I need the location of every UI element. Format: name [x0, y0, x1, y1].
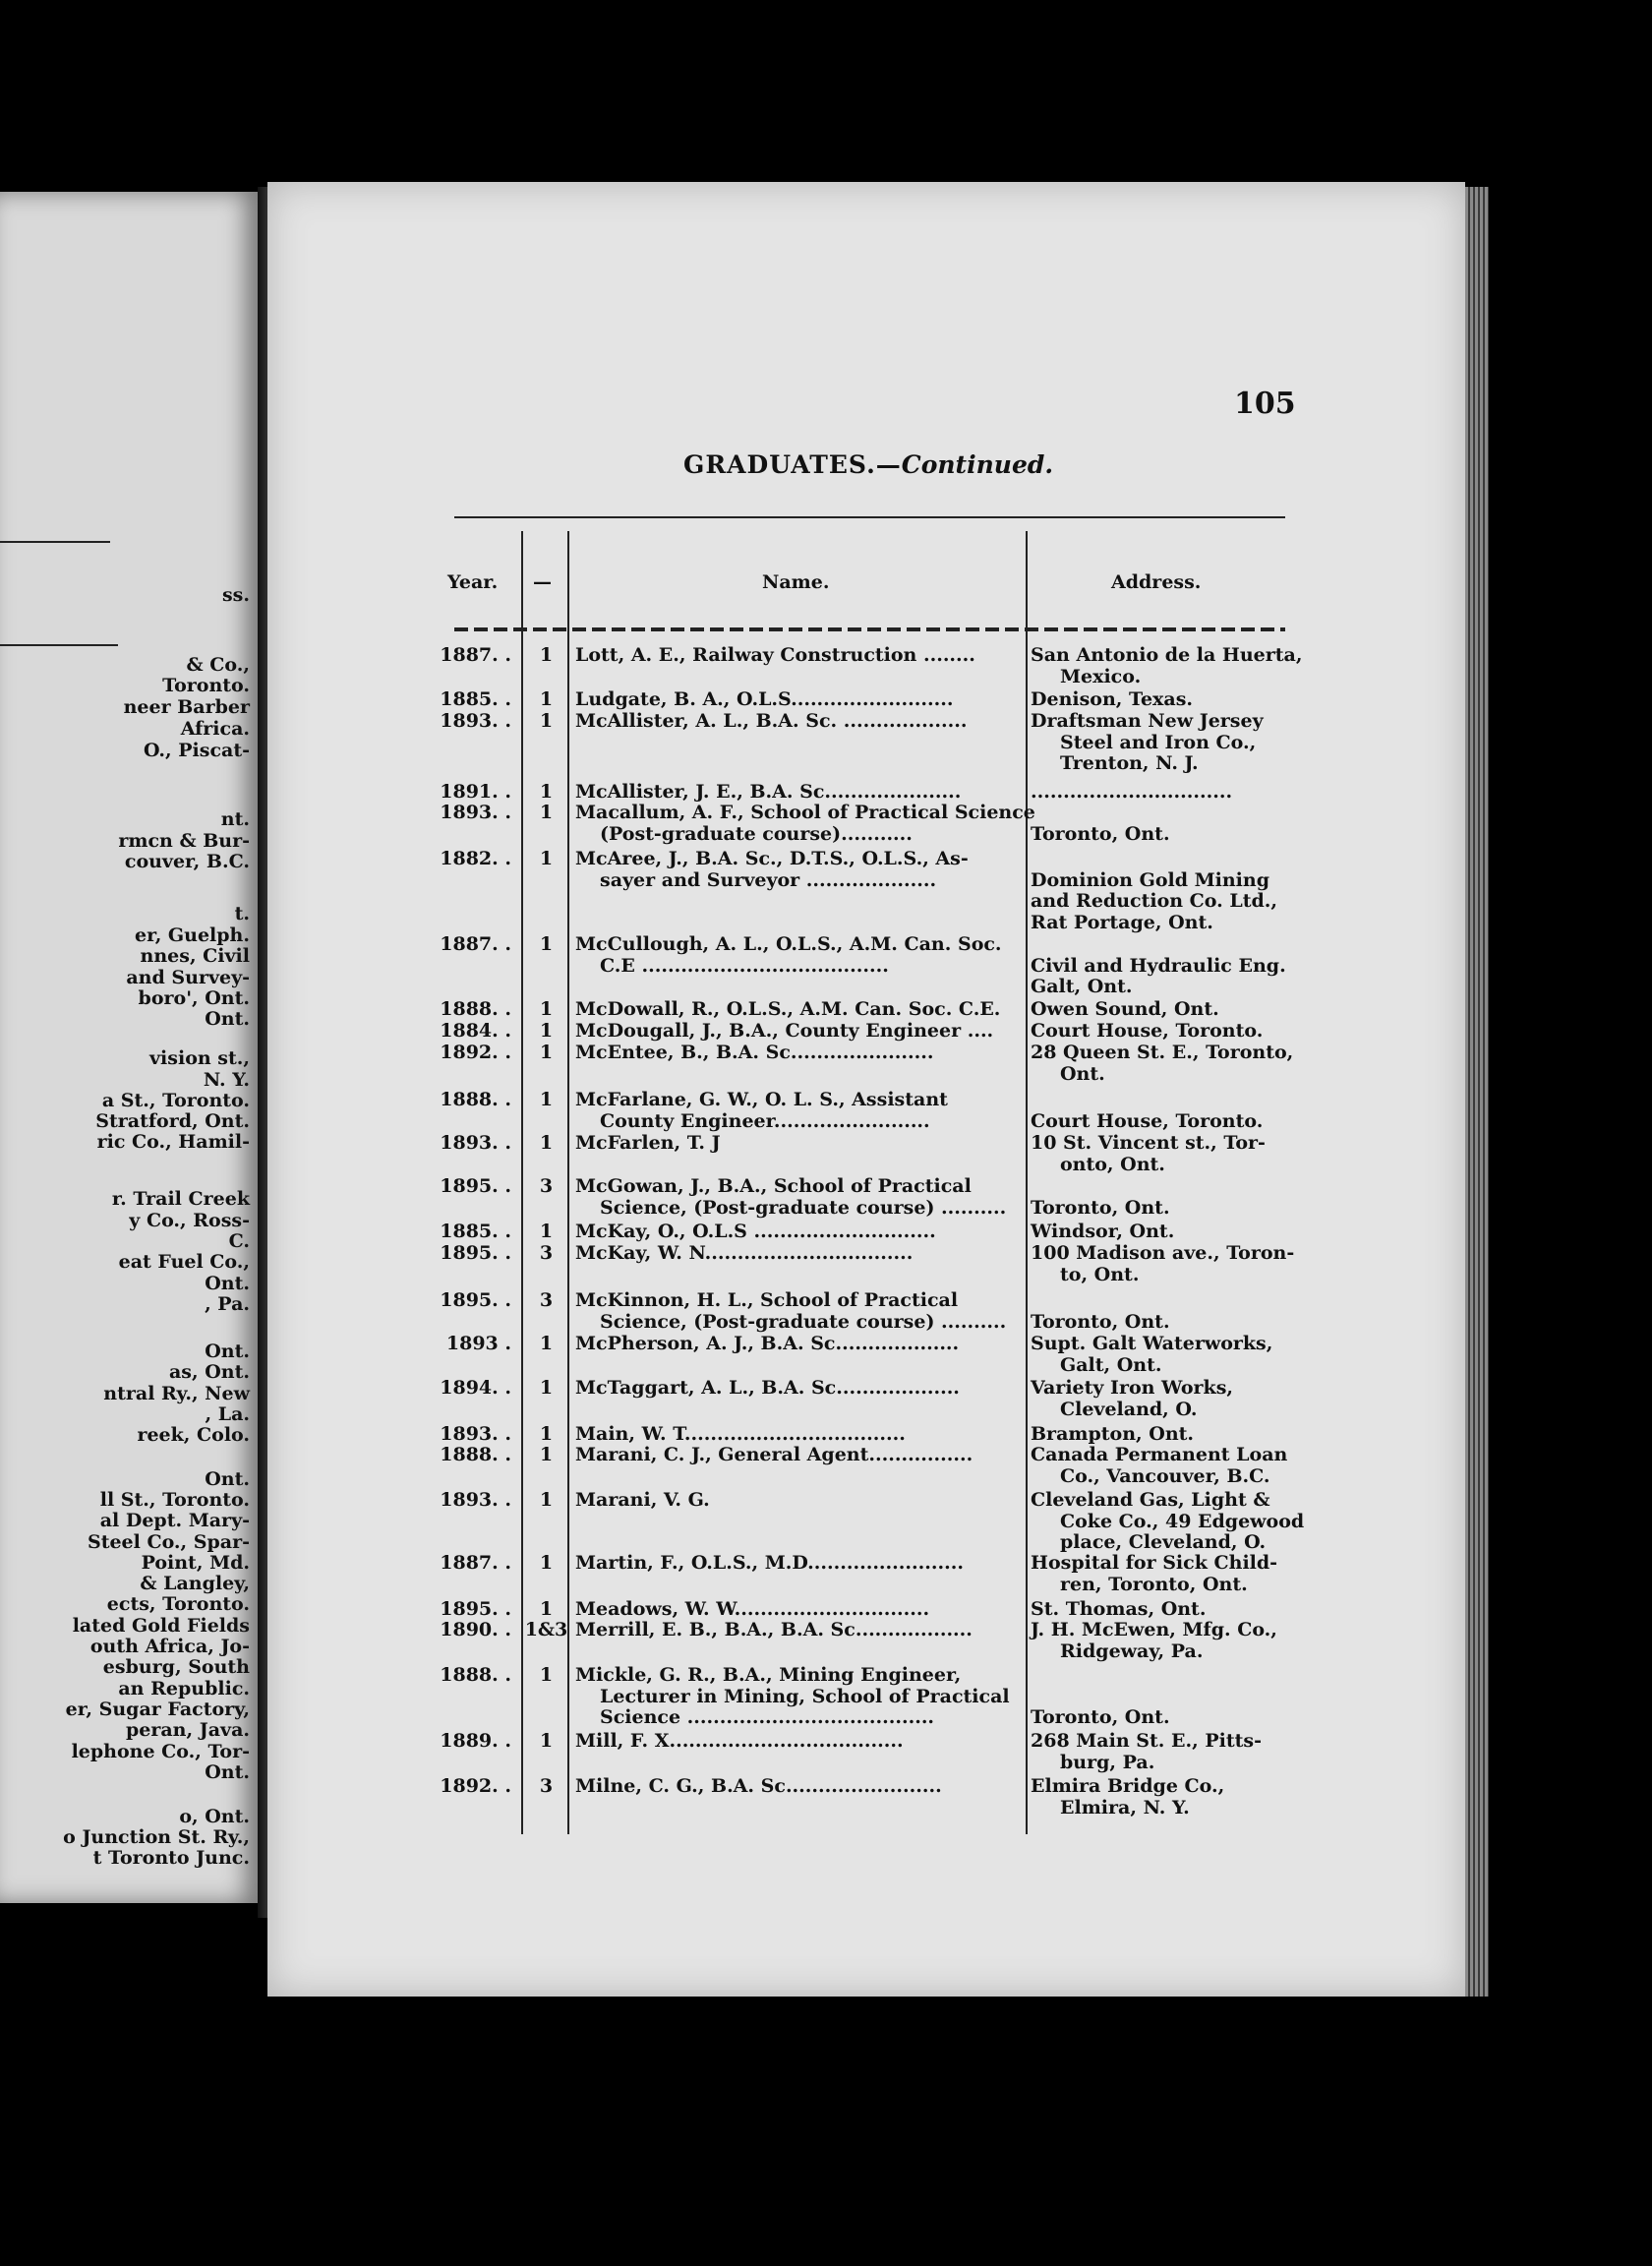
- row-name: Main, W. T..................................: [575, 1423, 906, 1445]
- left-page-line: , La.: [205, 1403, 250, 1425]
- left-page-line: er, Guelph.: [134, 924, 250, 946]
- left-page-line: ntral Ry., New: [103, 1383, 250, 1404]
- column-header-name: Name.: [762, 571, 830, 593]
- left-page-line: Steel Co., Spar-: [87, 1531, 250, 1553]
- row-year: 1887. .: [440, 933, 511, 955]
- row-name: McDowall, R., O.L.S., A.M. Can. Soc. C.E.: [575, 998, 1001, 1020]
- left-page-line: y Co., Ross-: [129, 1210, 250, 1231]
- row-address: Galt, Ont.: [1031, 976, 1133, 997]
- row-number: 1: [539, 644, 554, 666]
- row-address: Court House, Toronto.: [1031, 1020, 1264, 1042]
- left-page-line: outh Africa, Jo-: [89, 1636, 250, 1657]
- row-year: 1887. .: [440, 644, 511, 666]
- row-year: 1895. .: [440, 1598, 511, 1620]
- left-page-line: nt.: [220, 808, 250, 830]
- left-page-line: an Republic.: [118, 1678, 250, 1700]
- row-year: 1893 .: [445, 1333, 511, 1354]
- row-number: 1: [539, 1089, 554, 1110]
- row-year: 1893. .: [440, 1489, 511, 1511]
- row-address: Cleveland, O.: [1060, 1398, 1198, 1420]
- row-name: Marani, C. J., General Agent................: [575, 1444, 974, 1465]
- row-name: Science, (Post-graduate course) ..........: [600, 1196, 1007, 1219]
- row-name: Mickle, G. R., B.A., Mining Engineer,: [575, 1664, 962, 1686]
- row-number: 1: [539, 710, 554, 732]
- row-year: 1893. .: [440, 1132, 511, 1154]
- left-page-line: O., Piscat-: [143, 740, 250, 761]
- row-address: 10 St. Vincent st., Tor-: [1031, 1132, 1266, 1154]
- row-address: Co., Vancouver, B.C.: [1060, 1464, 1270, 1487]
- left-page-line: Ont.: [205, 1273, 250, 1294]
- row-number: 3: [539, 1775, 554, 1797]
- row-address: ren, Toronto, Ont.: [1060, 1573, 1248, 1595]
- row-year: 1888. .: [440, 1089, 511, 1110]
- row-name: McKay, W. N................................: [575, 1242, 914, 1264]
- row-address: Brampton, Ont.: [1031, 1423, 1195, 1445]
- row-number: 1: [539, 1664, 554, 1686]
- row-year: 1895. .: [440, 1289, 511, 1311]
- column-header-dash: —: [533, 571, 552, 593]
- row-address: Rat Portage, Ont.: [1031, 911, 1213, 933]
- row-year: 1895. .: [440, 1242, 511, 1264]
- row-address: Elmira, N. Y.: [1060, 1796, 1190, 1819]
- heading-continued: Continued.: [901, 450, 1054, 479]
- row-address: Cleveland Gas, Light &: [1031, 1489, 1270, 1511]
- row-number: 1: [539, 781, 554, 803]
- row-year: 1890. .: [440, 1619, 511, 1640]
- left-page-line: Ont.: [205, 1341, 250, 1362]
- row-year: 1885. .: [440, 688, 511, 710]
- row-number: 1: [539, 1552, 554, 1574]
- row-year: 1891. .: [440, 781, 511, 803]
- row-name: McPherson, A. J., B.A. Sc...................: [575, 1333, 960, 1354]
- row-name: Merrill, E. B., B.A., B.A. Sc..................: [575, 1619, 973, 1640]
- left-page-line: Point, Md.: [141, 1552, 250, 1574]
- left-page-line: o Junction St. Ry.,: [63, 1826, 250, 1848]
- row-name: Lott, A. E., Railway Construction ........: [575, 644, 975, 666]
- left-page-line: Africa.: [180, 718, 250, 740]
- left-page-line: r. Trail Creek: [111, 1188, 250, 1210]
- row-address: Coke Co., 49 Edgewood: [1060, 1510, 1305, 1532]
- header-underline: [454, 627, 1285, 631]
- column-divider-year: [521, 531, 523, 1834]
- row-number: 1: [539, 1042, 554, 1063]
- left-page-line: rmcn & Bur-: [118, 830, 250, 852]
- row-address: Denison, Texas.: [1031, 688, 1194, 710]
- row-address: Toronto, Ont.: [1031, 822, 1170, 845]
- row-address: J. H. McEwen, Mfg. Co.,: [1031, 1619, 1277, 1640]
- row-name: McCullough, A. L., O.L.S., A.M. Can. Soc.: [575, 933, 1002, 955]
- row-name: McGowan, J., B.A., School of Practical: [575, 1175, 972, 1197]
- row-address: Windsor, Ont.: [1031, 1221, 1175, 1242]
- row-name: McAllister, A. L., B.A. Sc. ...................: [575, 710, 968, 732]
- row-number: 3: [539, 1289, 554, 1311]
- row-number: 1: [539, 1444, 554, 1465]
- row-number: 1: [539, 1489, 554, 1511]
- row-number: 3: [539, 1175, 554, 1197]
- row-address: St. Thomas, Ont.: [1031, 1598, 1207, 1620]
- left-page-line: al Dept. Mary-: [99, 1510, 250, 1531]
- left-page-line: as, Ont.: [169, 1361, 250, 1383]
- row-name: McDougall, J., B.A., County Engineer ....: [575, 1020, 994, 1042]
- row-year: 1889. .: [440, 1730, 511, 1752]
- left-page-line: t.: [234, 903, 250, 924]
- row-address: Toronto, Ont.: [1031, 1310, 1170, 1333]
- row-year: 1893. .: [440, 710, 511, 732]
- left-top-rule: [0, 541, 110, 543]
- column-header-year: Year.: [447, 571, 499, 593]
- row-address: Civil and Hydraulic Eng.: [1031, 954, 1286, 977]
- row-name: Milne, C. G., B.A. Sc........................: [575, 1775, 942, 1797]
- row-address: onto, Ont.: [1060, 1153, 1165, 1175]
- left-page-line: ects, Toronto.: [106, 1593, 250, 1615]
- row-year: 1888. .: [440, 998, 511, 1020]
- row-name: McFarlen, T. J: [575, 1132, 721, 1154]
- left-page-line: t Toronto Junc.: [92, 1847, 250, 1869]
- left-page-line: ll St., Toronto.: [99, 1489, 250, 1511]
- row-address: Galt, Ont.: [1060, 1353, 1162, 1376]
- row-name: Martin, F., O.L.S., M.D........................: [575, 1552, 964, 1574]
- row-year: 1882. .: [440, 848, 511, 869]
- row-year: 1892. .: [440, 1775, 511, 1797]
- row-address: Toronto, Ont.: [1031, 1706, 1170, 1728]
- left-page-line: er, Sugar Factory,: [65, 1699, 250, 1720]
- row-name: McKay, O., O.L.S ............................: [575, 1221, 936, 1242]
- row-name: McAllister, J. E., B.A. Sc.....................: [575, 781, 962, 803]
- row-address: Trenton, N. J.: [1060, 752, 1199, 774]
- row-name: Science, (Post-graduate course) ..........: [600, 1310, 1007, 1333]
- row-number: 1: [539, 1020, 554, 1042]
- left-page-line: & Co.,: [186, 654, 250, 676]
- left-page-line: N. Y.: [203, 1069, 250, 1091]
- row-name: Macallum, A. F., School of Practical Science: [575, 802, 1035, 823]
- left-page-line: neer Barber: [123, 696, 250, 718]
- row-number: 1: [539, 848, 554, 869]
- row-address: place, Cleveland, O.: [1060, 1531, 1267, 1553]
- left-facing-page: [0, 192, 258, 1903]
- row-address: to, Ont.: [1060, 1263, 1140, 1285]
- page-heading: [683, 450, 1053, 479]
- row-name: Marani, V. G.: [575, 1489, 710, 1511]
- left-head-rule: [0, 644, 118, 646]
- row-name: C.E ......................................: [600, 954, 889, 977]
- row-name: McEntee, B., B.A. Sc......................: [575, 1042, 934, 1063]
- row-address: 28 Queen St. E., Toronto,: [1031, 1042, 1294, 1063]
- left-page-line: eat Fuel Co.,: [118, 1251, 250, 1273]
- left-page-line: , Pa.: [205, 1293, 250, 1315]
- row-address: Court House, Toronto.: [1031, 1109, 1264, 1132]
- row-number: 1: [539, 1221, 554, 1242]
- table-top-rule: [454, 516, 1285, 518]
- left-page-line: esburg, South: [102, 1656, 250, 1678]
- row-address: Variety Iron Works,: [1031, 1377, 1234, 1399]
- row-name: McFarlane, G. W., O. L. S., Assistant: [575, 1089, 948, 1110]
- row-address: Hospital for Sick Child-: [1031, 1552, 1278, 1574]
- row-address: Canada Permanent Loan: [1031, 1444, 1288, 1465]
- row-name: Science ......................................: [600, 1706, 935, 1728]
- row-name: Ludgate, B. A., O.L.S.........................: [575, 688, 954, 710]
- row-name: sayer and Surveyor ....................: [600, 868, 937, 891]
- row-year: 1895. .: [440, 1175, 511, 1197]
- left-page-line: and Survey-: [126, 967, 250, 988]
- left-page-line: reek, Colo.: [137, 1424, 250, 1446]
- row-name: Mill, F. X....................................: [575, 1730, 904, 1752]
- row-address: Ridgeway, Pa.: [1060, 1640, 1204, 1662]
- left-page-line: & Langley,: [140, 1573, 250, 1594]
- left-page-line: ss.: [221, 584, 250, 606]
- row-name: Lecturer in Mining, School of Practical: [600, 1685, 1010, 1707]
- row-year: 1887. .: [440, 1552, 511, 1574]
- row-address: Toronto, Ont.: [1031, 1196, 1170, 1219]
- left-page-line: ric Co., Hamil-: [96, 1131, 250, 1153]
- column-divider-address: [1026, 531, 1028, 1834]
- row-address: Dominion Gold Mining: [1031, 868, 1270, 891]
- left-page-line: a St., Toronto.: [101, 1090, 250, 1111]
- row-name: McTaggart, A. L., B.A. Sc...................: [575, 1377, 960, 1399]
- row-name: McKinnon, H. L., School of Practical: [575, 1289, 959, 1311]
- row-number: 1&3: [524, 1619, 568, 1640]
- row-address: Supt. Galt Waterworks,: [1031, 1333, 1273, 1354]
- row-number: 3: [539, 1242, 554, 1264]
- row-address: Elmira Bridge Co.,: [1031, 1775, 1225, 1797]
- row-name: County Engineer........................: [600, 1109, 930, 1132]
- row-year: 1893. .: [440, 1423, 511, 1445]
- row-address: San Antonio de la Huerta,: [1031, 644, 1303, 666]
- row-number: 1: [539, 1132, 554, 1154]
- left-page-line: lated Gold Fields: [72, 1615, 250, 1637]
- left-page-line: C.: [228, 1230, 250, 1252]
- row-number: 1: [539, 802, 554, 823]
- row-number: 1: [539, 1333, 554, 1354]
- row-year: 1888. .: [440, 1444, 511, 1465]
- row-address: and Reduction Co. Ltd.,: [1031, 890, 1278, 912]
- row-number: 1: [539, 688, 554, 710]
- row-year: 1894. .: [440, 1377, 511, 1399]
- left-page-line: Ont.: [205, 1761, 250, 1783]
- row-year: 1884. .: [440, 1020, 511, 1042]
- row-address: Draftsman New Jersey: [1031, 710, 1264, 732]
- row-number: 1: [539, 1377, 554, 1399]
- left-page-line: boro', Ont.: [138, 987, 250, 1009]
- row-number: 1: [539, 1423, 554, 1445]
- row-name: McAree, J., B.A. Sc., D.T.S., O.L.S., As-: [575, 848, 969, 869]
- row-number: 1: [539, 1598, 554, 1620]
- left-page-line: Ont.: [205, 1008, 250, 1030]
- left-page-line: o, Ont.: [179, 1806, 250, 1827]
- row-number: 1: [539, 1730, 554, 1752]
- left-page-line: couver, B.C.: [124, 851, 250, 872]
- row-address: Steel and Iron Co.,: [1060, 731, 1257, 753]
- row-number: 1: [539, 998, 554, 1020]
- row-address: 268 Main St. E., Pitts-: [1031, 1730, 1262, 1752]
- left-page-line: lephone Co., Tor-: [71, 1741, 250, 1762]
- row-address: Owen Sound, Ont.: [1031, 998, 1219, 1020]
- row-address: Ont.: [1060, 1062, 1105, 1085]
- left-page-line: peran, Java.: [125, 1719, 250, 1741]
- left-page-line: vision st.,: [149, 1047, 250, 1069]
- row-address: Mexico.: [1060, 665, 1142, 687]
- row-address: burg, Pa.: [1060, 1751, 1155, 1773]
- heading-title: GRADUATES.: [683, 450, 876, 479]
- left-page-line: nnes, Civil: [140, 945, 250, 967]
- row-year: 1888. .: [440, 1664, 511, 1686]
- page-number: 105: [1234, 387, 1296, 421]
- row-year: 1893. .: [440, 802, 511, 823]
- row-name: Meadows, W. W..............................: [575, 1598, 930, 1620]
- row-number: 1: [539, 933, 554, 955]
- left-page-line: Toronto.: [162, 675, 250, 696]
- page-edges: [1465, 187, 1489, 1997]
- left-page-line: Ont.: [205, 1468, 250, 1490]
- column-header-address: Address.: [1111, 571, 1202, 593]
- row-address: 100 Madison ave., Toron-: [1031, 1242, 1295, 1264]
- row-year: 1885. .: [440, 1221, 511, 1242]
- row-name: (Post-graduate course)...........: [600, 822, 913, 845]
- heading-dash: —: [875, 450, 902, 479]
- left-page-line: Stratford, Ont.: [95, 1110, 250, 1132]
- row-year: 1892. .: [440, 1042, 511, 1063]
- row-address: ...............................: [1031, 781, 1233, 803]
